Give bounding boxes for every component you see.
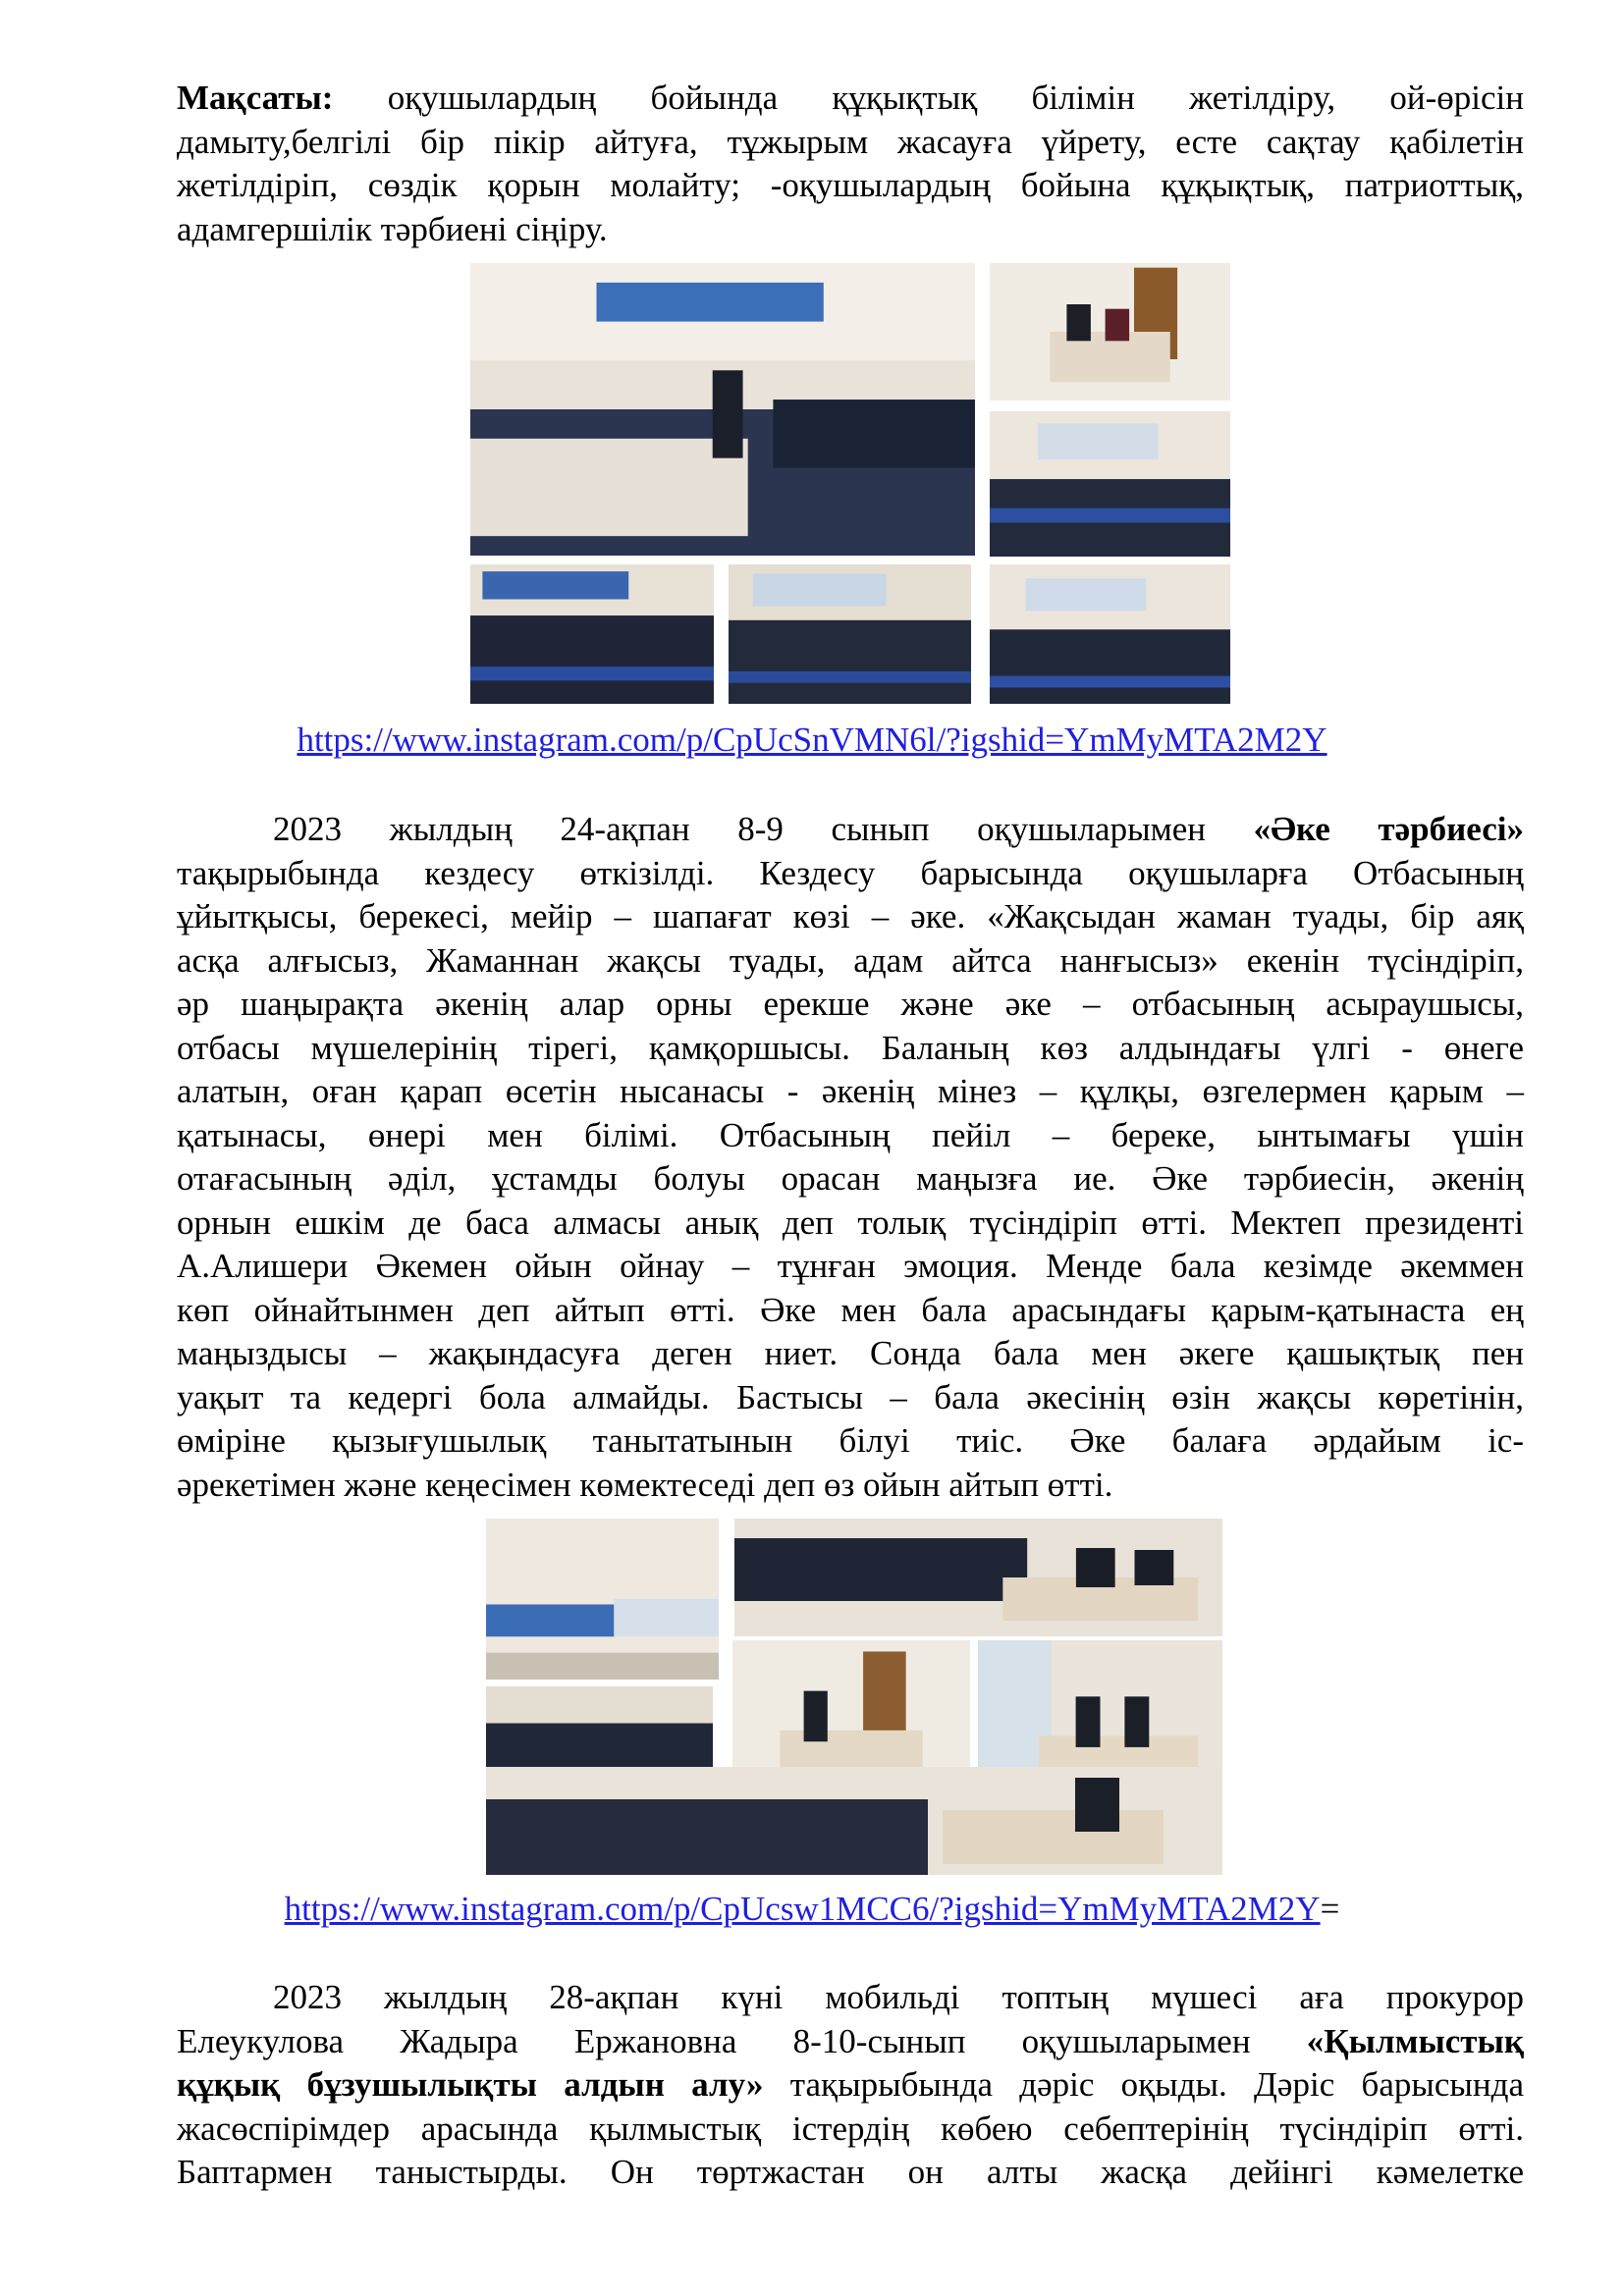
photo-audience-2 [470,564,714,704]
instagram-link-2[interactable]: https://www.instagram.com/p/CpUcsw1MCC6/?igshid=YmMyMTA2M2Y [284,1890,1321,1928]
photo-classroom-speaker [470,263,975,556]
photo-wide-audience [486,1767,1222,1875]
father-upbringing-paragraph: 2023 жылдың 24-ақпан 8-9 сынып оқушыларымен «Әке тәрбиесі» тақырыбында кездесу өткізілді. Кездесу барысында оқушыларға Отбасының ұйытқысы, берекесі, мейір – шапағат көзі – әке. «Жақсыдан жаман туады, бір аяқ асқа алғысыз, Жаманнан жақсы туады, адам айтса нанғысыз» екенін түсіндіріп, әр шаңырақта әкенің алар орны ерекше және әке – отбасының асыраушысы, отбасы мүшелерінің тірегі, қамқоршысы. Баланың көз алдындағы үлгі - өнеге алатын, оған қарап өсетін нысанасы - әкенің мінез – құлқы, өзгелермен қарым – қатынасы, өнері мен білімі. Отбасының пейіл – береке, ынтымағы үшін отағасының әділ, ұстамды болуы орасан маңызға ие. Әке тәрбиесін, әкенің орнын ешкім де баса алмасы анық деп толық түсіндіріп өтті. Мектеп президенті А.Алишери Әкемен ойын ойнау – тұнған эмоция. Менде бала кезімде әкеммен көп ойнайтынмен деп айтып өтті. Әке мен бала арасындағы қарым-қатынаста ең маңыздысы – жақындасуға деген ниет. Сонда бала мен әкеге қашықтық пен уақыт та кедергі бола алмайды. Бастысы – бала әкесінің өзін жақсы көретінін, өміріне қызығушылық танытатынын білуі тиіс. Әке балаға әрдайым іс- әрекетімен және кеңесімен көмектеседі деп өз ойын айтып өтті. [177,810,1524,1504]
goal-paragraph: Мақсаты: оқушылардың бойында құқықтық білімін жетілдіру, ой-өрісін дамыту,белгілі бір пікір айтуға, тұжырым жасауға үйрету, есте сақтау қабілетін жетілдіріп, сөздік қорын молайту; -оқушылардың бойына құқықтық, патриоттық, адамгершілік тәрбиені сіңіру. [177,79,1524,248]
photo-panel-students [734,1519,1222,1636]
photo-audience-4 [990,564,1230,704]
goal-label: Мақсаты: [177,79,334,117]
photo-audience-3 [729,564,971,704]
instagram-link-2-line: https://www.instagram.com/p/CpUcsw1MCC6/?igshid=YmMyMTA2M2Y= [284,1890,1340,1928]
instagram-link-1-line [0,719,1624,762]
lecture-title-bold-2: құқық бұзушылықты алдын алу» [177,2065,764,2104]
crime-prevention-paragraph: 2023 жылдың 28-ақпан күні мобильді топтың мүшесі аға прокурор Елеукулова Жадыра Ержановна 8-10-сынып оқушыларымен «Қылмыстық құқық бұзушылықты алдын алу» тақырыбында дәріс оқыды. Дәріс барысында жасөспірімдер арасында қылмыстық істердің көбею себептерінің түсіндіріп өтті. Баптармен таныстырды. Он төртжастан он алты жасқа дейінгі кәмелетке [177,1978,1524,2191]
photo-desk-students [990,263,1230,400]
photo-audience-1 [990,411,1230,557]
photo-hall-banner [486,1519,719,1680]
lecture-title-bold-1: «Қылмыстық [1306,2021,1524,2060]
event-title-bold: «Әке тәрбиесі» [1253,810,1524,848]
instagram-link-1[interactable]: https://www.instagram.com/p/CpUcSnVMN6l/?igshid=YmMyMTA2M2Y [297,721,1327,759]
